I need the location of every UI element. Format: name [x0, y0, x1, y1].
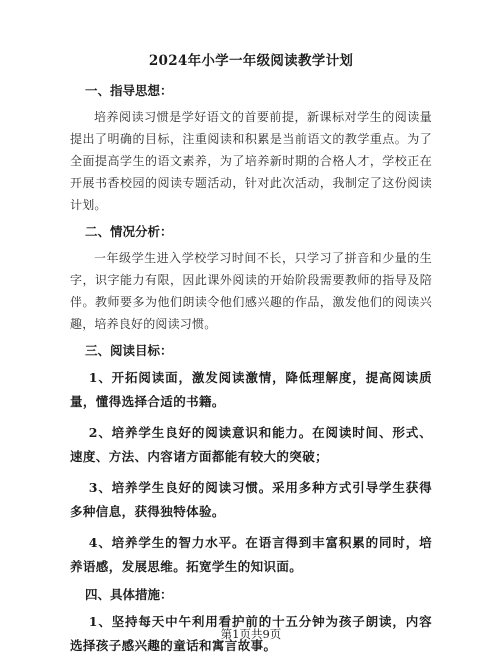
list-item-goal-2: 2、培养学生良好的阅读意识和能力。在阅读时间、形式、速度、方法、内容诸方面都能有较大的突破；: [70, 425, 432, 464]
section-heading-guiding-ideology: 一、指导思想：: [85, 83, 173, 98]
paragraph-situation-analysis: 一年级学生进入学校学习时间不长，只学习了拼音和少量的生字，识字能力有限，因此课外阅读的开始阶段需要教师的指导及陪伴。教师要多为他们朗读令他们感兴趣的作品，激发他们的阅读兴趣，培养良好的阅读习惯。: [70, 251, 432, 331]
paragraph-guiding-ideology: 培养阅读习惯是学好语文的首要前提，新课标对学生的阅读量提出了明确的目标，注重阅读和积累是当前语文的教学重点。为了全面提高学生的语文素养，为了培养新时期的合格人才，学校正在开展书香校园的阅读专题活动，针对此次活动，我制定了这份阅读计划。: [70, 110, 432, 212]
section-heading-reading-goals: 三、阅读目标：: [85, 343, 173, 358]
document-body: [70, 52, 432, 665]
section-heading-situation-analysis: 二、情况分析：: [85, 224, 173, 239]
page-number-footer: 第1页共9页: [220, 627, 282, 641]
page-title: 2024年小学一年级阅读教学计划: [148, 53, 354, 69]
section-heading-measures: 四、具体措施：: [85, 587, 173, 602]
list-item-goal-1: 1、开拓阅读面，激发阅读激情，降低理解度，提高阅读质量，懂得选择合适的书籍。: [70, 370, 432, 409]
list-item-goal-4: 4、培养学生的智力水平。在语言得到丰富积累的同时，培养语感，发展思维。拓宽学生的知识面。: [70, 535, 432, 574]
list-item-goal-3: 3、培养学生良好的阅读习惯。采用多种方式引导学生获得多种信息，获得独特体验。: [70, 480, 432, 519]
list-item-measure-1: 1、坚持每天中午利用看护前的十五分钟为孩子朗读，内容选择孩子感兴趣的童话和寓言故事。: [70, 614, 432, 653]
